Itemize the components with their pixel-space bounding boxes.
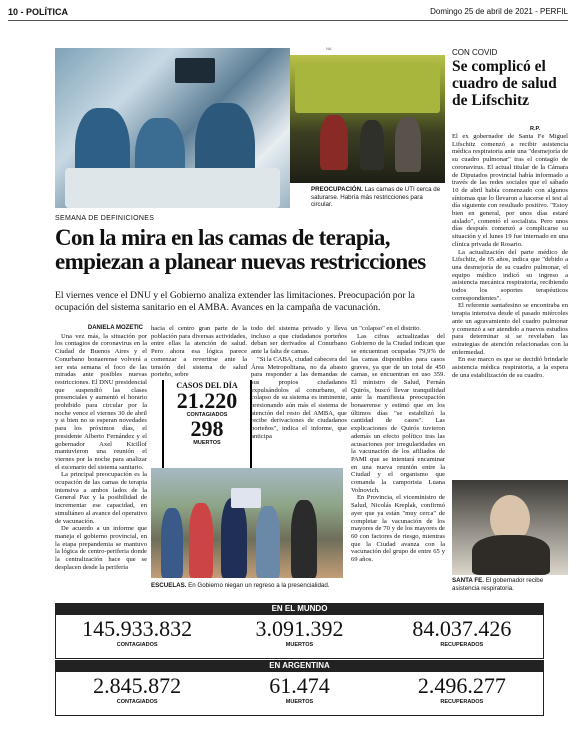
world-deaths: 3.091.392 MUERTOS <box>255 616 344 648</box>
article-column-2 <box>151 325 247 379</box>
paragraph: Las cifras actualizadas del Gobierno de la Ciudad indican que se encuentran ocupadas 79,9% de las camas disponibles para casos graves, ya que de un total de 450 camas, se encuentran en uso 359. El ministro de Salud, Fernán Quirós, buscó llevar tranquilidad ante la manifiesta preocupación bonaerense y estimó que en los últimos días "se estabilizó la cantidad de casos". Las explicaciones de Quirós tuvieron además un efecto político tras las acusaciones por irregularidades en la vacunación de los afiliados de PAMI que se intentará encaminar en una nueva reunión entre la Ciudad y el organismo que comanda la camporista Luana Volnovich. <box>351 332 445 494</box>
article-column-1 <box>55 325 147 572</box>
portrait-photo <box>452 480 568 575</box>
paragraph: Una vez más, la situación por los contagios de coronavirus en la Ciudad de Buenos Aires y el Conurbano bonaerense volverá a ser esta semana el foco de las miradas ante posibles nuevas restricciones. El DNU presidencial que suspendió las clases presenciales y aumentó el horario prohibido para circular por la noche vence el viernes 30 de abril y si bien no se esperan novedades para los próximos días, el presidente Alberto Fernández y el gobernador Axel Kicillof mantuvieron una reunión el viernes por la noche para analizar el escenario del sistema sanitario. <box>55 332 147 471</box>
world-recovered: 84.037.426 RECUPERADOS <box>412 616 512 648</box>
daily-infected-label: CONTAGIADOS <box>186 412 228 418</box>
paragraph: En ese marco es que se decidió brindarle asistencia médica respiratoria, a la espera de una estabilización de su cuadro. <box>452 356 568 379</box>
daily-deaths-label: MUERTOS <box>193 440 221 446</box>
byline: DANIELA MOZETIC <box>87 325 143 331</box>
paragraph: El referente santafesino se encontraba en terapia intensiva desde el pasado miércoles ante un agravamiento del cuadro pulmonar y comenzó a ser atendido a nuevos estudios para determinar si se revelaban las estrategias de atención relacionadas con la enfermedad. <box>452 302 568 356</box>
daily-cases-box <box>162 380 252 478</box>
argentina-stats-panel <box>55 660 544 716</box>
paragraph: "Si la CABA, ciudad cabecera del Área Metropolitana, no da abasto para responder a las demandas de sus propios ciudadanos expulsándolos al conurbano, el colapso de su sistema es inminente, presionando aún más el sistema de atención del resto del AMBA, que recibe derivaciones de ciudadanos porteños", indica el informe, que anticipa <box>251 355 347 440</box>
world-infected: 145.933.832 CONTAGIADOS <box>82 616 193 648</box>
inset-caption: PREOCUPACIÓN. Las camas de UTI cerca de saturarse. Habría más restricciones para circular. <box>311 186 441 208</box>
argentina-stats-title: EN ARGENTINA <box>55 660 544 672</box>
kicker: SEMANA DE DEFINICIONES <box>55 215 155 222</box>
paragraph: un "colapso" en el distrito. <box>351 325 422 332</box>
paragraph: hacia el centro gran parte de la población para diversas actividades, entre ellas la atención de salud. Pero ahora esa lógica parece comenzar a revertirse ante la tensión del sistema de salud porteño, sobre <box>151 325 247 379</box>
article-column-4 <box>351 325 445 564</box>
paragraph: todo del sistema privado y lleva incluso a que ciudadanos porteños deban ser derivados al Conurbano ante la falta de camas. <box>251 325 347 356</box>
section-label: 10 - POLÍTICA <box>8 7 69 17</box>
paragraph: La principal preocupación es la ocupación de las camas de terapia intensiva a ambos lados de la General Paz y la posibilidad de incrementar ese capacidad, en simultáneo al avance del operativo de vacunación. <box>55 471 147 525</box>
bottom-photo-caption: ESCUELAS. En Gobierno niegan un regreso a la presencialidad. <box>151 582 330 589</box>
header-divider <box>8 20 568 21</box>
portrait-caption: SANTA FE. El gobernador recibe asistencia respiratoria. <box>452 577 544 592</box>
headline: Con la mira en las camas de terapia, empiezan a planear nuevas restricciones <box>55 225 426 274</box>
daily-deaths-value: 298 <box>190 416 224 441</box>
argentina-recovered: 2.496.277 RECUPERADOS <box>417 673 506 705</box>
daily-infected-value: 21.220 <box>176 388 238 413</box>
argentina-deaths: 61.474 MUERTOS <box>269 673 330 705</box>
paragraph: La actualización del parte médico de Lifschitz, de 65 años, indica que "debido a una desmejoría de su cuadro pulmonar, el equipo médico indicó su ingreso a asistencia mecánica respiratoria, recibiendo todos los soportes terapéuticos correspondientes". <box>452 248 568 302</box>
sidebar-label: CON COVID <box>452 48 498 57</box>
argentina-infected: 2.845.872 CONTAGIADOS <box>93 673 182 705</box>
photo-credit: NA <box>326 46 332 51</box>
sidebar-initials: R.P. <box>530 126 540 132</box>
school-protest-photo <box>151 468 343 578</box>
sidebar-title: Se complicó el cuadro de salud de Lifschitz <box>452 58 557 109</box>
subheadline: El viernes vence el DNU y el Gobierno analiza extender las limitaciones. Preocupación por la ocupación del sistema sanitario en el AMBA. Avances en la campaña de vacunación. <box>55 290 415 313</box>
paragraph: En Provincia, el viceministro de Salud, Nicolás Kreplak, confirmó ayer que ya están "muy cerca" de completar la vacunación de los mayores de 70 y de los mayores de 60 con factores de riesgo, mientras que la Ciudad avanza con la vacunación del grupo de entre 65 y 69 años. <box>351 494 445 564</box>
hospital-photo <box>55 48 290 208</box>
daily-cases-title: CASOS DEL DÍA <box>176 381 238 390</box>
traffic-photo <box>290 55 445 183</box>
world-stats-panel <box>55 603 544 659</box>
paragraph: El ex gobernador de Santa Fe Miguel Lifschitz comenzó a recibir asistencia médica respiratoria ante una "desmejoría de su cuadro pulmonar" tras el contagio de coronavirus. El actual titular de la Cámara de Diputados provincial había informado a través de las redes sociales que el sábado 10 de abril había comenzado con algunos síntomas que lo llevaron a hacerse el test al día siguiente con resultado positivo. "Estoy bien en general, por unos días estaré aislado", comentó el socialista. Pero unos días después comenzó a complicarse su situación y el lunes 19 fue internado en una clínica privada de Rosario. <box>452 133 568 248</box>
sidebar-body <box>452 133 568 380</box>
world-stats-title: EN EL MUNDO <box>55 603 544 615</box>
paragraph: De acuerdo a un informe que maneja el gobierno provincial, en la etapa prepandemia se mantuvo la lógica de centro-periferia donde la centralización hace que se desplacen desde la periferia <box>55 525 147 571</box>
article-column-3 <box>251 325 347 441</box>
date-line: Domingo 25 de abril de 2021 - PERFIL <box>430 7 568 16</box>
